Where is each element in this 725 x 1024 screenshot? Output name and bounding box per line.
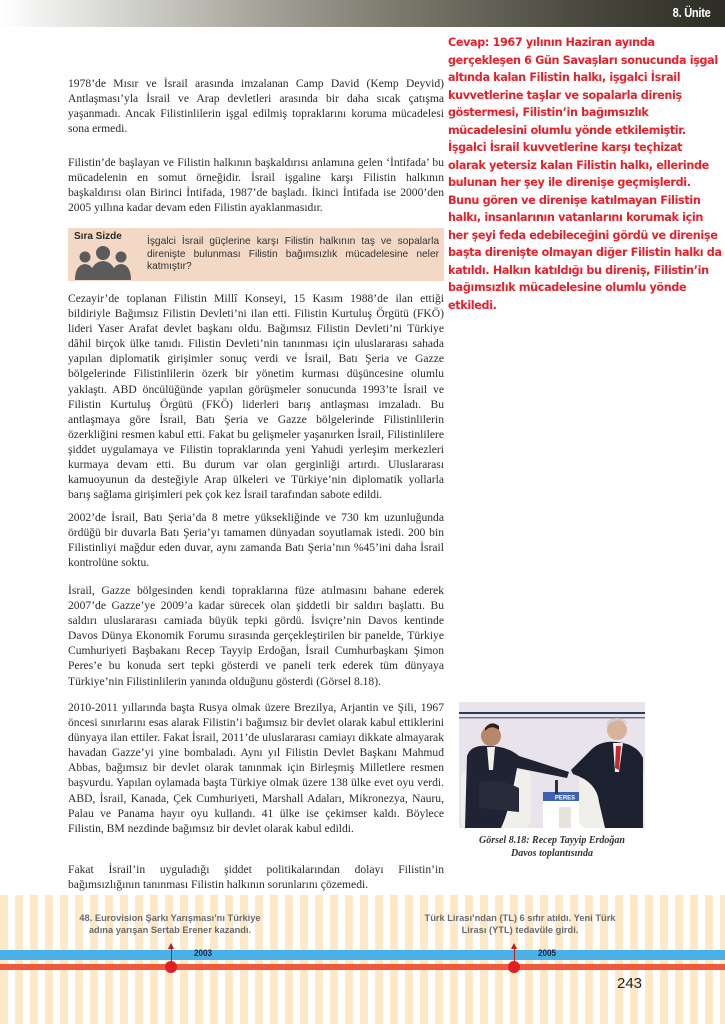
paragraph-conclusion: Fakat İsrail’in uyguladığı şiddet politikalarından dolayı Filistin’in bağımsızlığının tanınması Filistin halkının sorunlarını çözemedi. — [68, 863, 444, 892]
timeline-marker-2005 — [508, 961, 520, 973]
figure-caption-line2: Davos toplantısında — [511, 848, 593, 859]
nameplate-text: PERES — [554, 795, 576, 802]
timeline-event-2005 — [415, 912, 625, 936]
timeline-year-2003: 2003 — [194, 948, 213, 958]
timeline-event-2003-line1: 48. Eurovision Şarkı Yarışması’nı Türkiye — [79, 913, 261, 923]
unit-label: 8. Ünite — [673, 5, 711, 20]
timeline-event-2003 — [55, 912, 285, 936]
timeline-year-2005: 2005 — [538, 948, 557, 958]
sira-sizde-question: İşgalci İsrail güçlerine karşı Filistin halkının taş ve sopalarla direnişte bulunması Filistin bağımsızlık mücadelesine neler katmıştır? — [147, 236, 439, 273]
timeline-event-2003-line2: adına yarışan Sertab Erener kazandı. — [88, 925, 252, 935]
sira-sizde-title: Sıra Sizde — [74, 231, 122, 242]
timeline-red-line — [0, 964, 725, 970]
timeline-blue-band — [0, 950, 725, 960]
paragraph-independence-declaration: Cezayir’de toplanan Filistin Millî Konseyi, 15 Kasım 1988’de ilan ettiği bildiriyle Bağımsız Filistin Devleti’ni ilan etti. Filistin Kurtuluş Örgütü (FKÖ) lideri Yaser Arafat devlet başkanı oldu. Bağımsız Filistin Devleti’ni Türkiye dâhil birçok ülke tanıdı. Filistin Devleti’nin tanınması için uluslararası sahada yapılan diplomatik girişimler sonuç verdi ve İsrail, Batı Şeria ve Gazze bölgelerinde Filistinlilerin özerk bir yönetim kurması düşüncesine olumlu yaklaştı. ABD öncülüğünde yapılan görüşmeler sonucunda 1993’te İsrail ve Filistin Kurtuluş Örgütü (FKÖ) liderleri barış antlaşması imzaladı. Bu antlaşmaya göre İsrail, Batı Şeria ve Gazze bölgelerinde Filistinlilerin özerkliğini resmen kabul etti. Fakat bu gelişmeler yaşanırken İsrail, Filistinlilere şiddet uygulamaya ve Filistin topraklarında yeni Yahudi yerleşim merkezleri kurmaya devam etti. Bu durum var olan gerginliği artırdı. Uluslararası kamuoyunun da desteğiyle Arap ülkeleri ve Türkiye’nin diplomatik yollarla barış sağlama girişimleri pek çok kez İsrail tarafından sabote edildi. — [68, 292, 444, 502]
paragraph-intifada: Filistin’de başlayan ve Filistin halkının başkaldırısı anlamına gelen ‘İntifada’ bu mücadelenin en somut örneğidir. İsrail işgaline karşı Filistin halkının başkaldırısı olan Birinci İntifada, 1987’de başladı. İkinci İntifada ise 2000’den 2005 yıllına kadar devam eden Filistin ayaklanmasıdır. — [68, 156, 444, 215]
timeline-marker-2003 — [165, 961, 177, 973]
people-group-icon — [74, 244, 132, 280]
paragraph-un-recognition: 2010-2011 yıllarında başta Rusya olmak üzere Brezilya, Arjantin ve Şili, 1967 öncesi sınırlarını esas alarak Filistin’i bağımsız bir devlet olarak kabul ettiklerini dünyaya ilan ettiler. Fakat İsrail, 2011’de uluslararası camiayı dikkate almayarak havadan Gazze’yi yine bombaladı. Aynı yıl Filistin Devlet Başkanı Mahmud Abbas, bağımsız bir devlet olarak tanınmak için Birleşmiş Milletlere resmen başvurdu. Yapılan oylamada başta Türkiye olmak üzere 138 ülke evet oyu verdi. ABD, İsrail, Kanada, Çek Cumhuriyeti, Marshall Adaları, Mikronezya, Nauru, Palau ve Panama hayır oyu kullandı. 41 ülke ise çekimser kaldı. Böylece Filistin, BM nezdinde bağımsız bir devlet olarak kabul edildi. — [68, 701, 444, 835]
figure-caption — [459, 834, 645, 860]
paragraph-west-bank-wall: 2002’de İsrail, Batı Şeria’da 8 metre yüksekliğinde ve 730 km uzunluğunda ördüğü bir duvarla Batı Şeria’yı tamamen dünyadan soyutlamak istedi. 200 bin Filistinliyi mağdur eden duvar, aynı zamanda Batı Şeria’nın %45’ini daha İsrail kontrolüne soktu. — [68, 511, 444, 570]
unit-header-bar — [0, 0, 725, 27]
davos-photo — [459, 702, 645, 828]
paragraph-camp-david: 1978’de Mısır ve İsrail arasında imzalanan Camp David (Kemp Deyvid) Antlaşması’yla İsrail ve Arap devletleri arasında bir daha sıcak çatışma yaşanmadı. Ancak Filistinlilerin işgal edilmiş topraklarını koruma mücadelesi sona ermedi. — [68, 77, 444, 136]
paragraph-gaza-davos: İsrail, Gazze bölgesinden kendi topraklarına füze atılmasını bahane ederek 2007’de Gazze’ye 2009’a kadar sürecek olan şiddetli bir saldırı başlattı. Bu saldırı uluslararası camiada büyük tepki gördü. İsviçre’nin Davos kentinde Davos Dünya Ekonomik Forumu sırasında gerçekleştirilen bir panelde, Türkiye Cumhuriyeti Başbakanı Recep Tayyip Erdoğan, İsrail Cumhurbaşkanı Şimon Peres’e bu konuda sert tepki gösterdi ve paneli terk ederek tüm dünyaya Türkiye’nin Filistinlilerin yanında olduğunu gösterdi (Görsel 8.18). — [68, 584, 444, 688]
timeline-event-2005-line1: Türk Lirası’ndan (TL) 6 sıfır atıldı. Yeni Türk — [424, 913, 616, 923]
page-number: 243 — [617, 975, 643, 992]
sira-sizde-box — [68, 228, 444, 281]
answer-text: Cevap: 1967 yılının Haziran ayında gerçekleşen 6 Gün Savaşları sonucunda işgal altında kalan Filistin halkı, işgalci İsrail kuvvetlerine taşlar ve sopalarla direniş göstermesi, Filistin’in bağımsızlık mücadelesini olumlu yönde etkilemiştir. İşgalci İsrail kuvvetlerine karşı teçhizat olarak yetersiz kalan Filistin halkı, ellerinde bulunan her şey ile direnişe geçmişlerdi. Bunu gören ve direnişe katılmayan Filistin halkı, insanlarının vatanlarını korumak için her şeyi feda edebileceğini gördü ve direnişe başta direnişte olmayan diğer Filistin halkı da katıldı. Halkın katıldığı bu direniş, Filistin’in bağımsızlık mücadelesine olumlu yönde etkiledi. — [448, 36, 722, 312]
timeline-event-2005-line2: Lirası (YTL) tedavüle girdi. — [461, 925, 579, 935]
figure-caption-line1: Görsel 8.18: Recep Tayyip Erdoğan — [478, 835, 625, 846]
davos-photo-illustration — [459, 702, 645, 828]
